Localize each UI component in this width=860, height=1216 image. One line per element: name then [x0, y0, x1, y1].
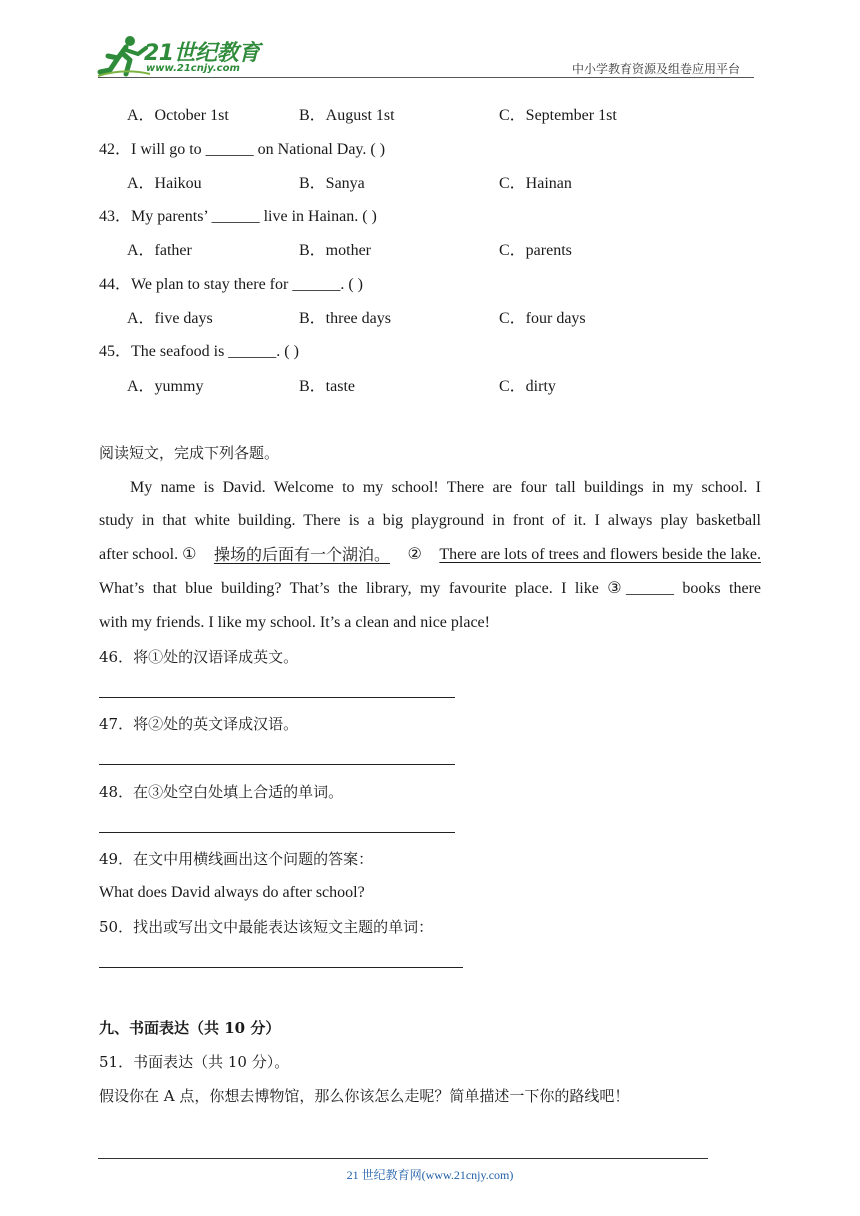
q49-question: What does David always do after school? [99, 884, 365, 901]
q50-answer-line[interactable] [99, 967, 463, 968]
passage-text: ② [407, 546, 422, 563]
question-stem: 42．I will go to ______ on National Day. ( ) [99, 141, 386, 158]
question-stem: 44．We plan to stay there for ______. ( ) [99, 276, 363, 293]
underlined-english-sentence: There are lots of trees and flowers beside the lake. [439, 546, 761, 563]
passage-line: with my friends. I like my school. It’s a clean and nice place! [99, 614, 490, 631]
option-a: A．Haikou [127, 175, 202, 192]
passage-text: after school. ① [99, 546, 197, 563]
passage-line: What’s that blue building? That’s the library, my favourite place. I like ③______ books there [99, 580, 761, 597]
question-stem: 45．The seafood is ______. ( ) [99, 343, 299, 360]
option-b: B．mother [299, 242, 371, 259]
q49-text: 49．在文中用横线画出这个问题的答案： [99, 850, 374, 868]
q47-answer-line[interactable] [99, 764, 455, 765]
option-a: A．five days [127, 310, 213, 327]
q41-option-a: A．October 1st [127, 107, 229, 124]
logo-main-text: 21世纪教育 [144, 41, 260, 66]
footer-divider [98, 1158, 708, 1159]
logo [96, 34, 266, 78]
option-b: B．Sanya [299, 175, 365, 192]
option-c: C．four days [499, 310, 586, 327]
logo-url-text: www.21cnjy.com [146, 63, 240, 74]
writing-prompt: 假设你在 A 点，你想去博物馆，那么你该怎么走呢？简单描述一下你的路线吧！ [99, 1087, 630, 1105]
option-b: B．taste [299, 378, 355, 395]
passage-line: My name is David. Welcome to my school! There are four tall buildings in my school. I [130, 479, 761, 496]
option-c: C．dirty [499, 378, 556, 395]
footer-text[interactable]: 21 世纪教育网(www.21cnjy.com) [346, 1168, 514, 1182]
option-a: A．yummy [127, 378, 204, 395]
option-c: C．parents [499, 242, 572, 259]
header-right-text: 中小学教育资源及组卷应用平台 [572, 62, 741, 76]
reading-instruction: 阅读短文，完成下列各题。 [99, 444, 280, 462]
q48-answer-line[interactable] [99, 832, 455, 833]
underlined-chinese-sentence: 操场的后面有一个湖泊。 [213, 545, 390, 564]
passage-line: study in that white building. There is a big playground in front of it. I always play basketball [99, 512, 761, 529]
passage-line-with-marks [99, 544, 761, 566]
option-a: A．father [127, 242, 192, 259]
q50-text: 50．找出或写出文中最能表达该短文主题的单词： [99, 918, 434, 936]
section-title: 九、书面表达（共 10 分） [99, 1019, 281, 1037]
q51-text: 51．书面表达（共 10 分）。 [99, 1053, 290, 1071]
q41-option-c: C．September 1st [499, 107, 617, 124]
q47-text: 47．将②处的英文译成汉语。 [99, 715, 299, 733]
option-c: C．Hainan [499, 175, 572, 192]
q46-answer-line[interactable] [99, 697, 455, 698]
q48-text: 48．在③处空白处填上合适的单词。 [99, 783, 344, 801]
q41-option-b: B．August 1st [299, 107, 395, 124]
question-stem: 43．My parents’ ______ live in Hainan. ( ) [99, 208, 377, 225]
header-divider [98, 77, 754, 78]
q46-text: 46．将①处的汉语译成英文。 [99, 648, 299, 666]
option-b: B．three days [299, 310, 391, 327]
